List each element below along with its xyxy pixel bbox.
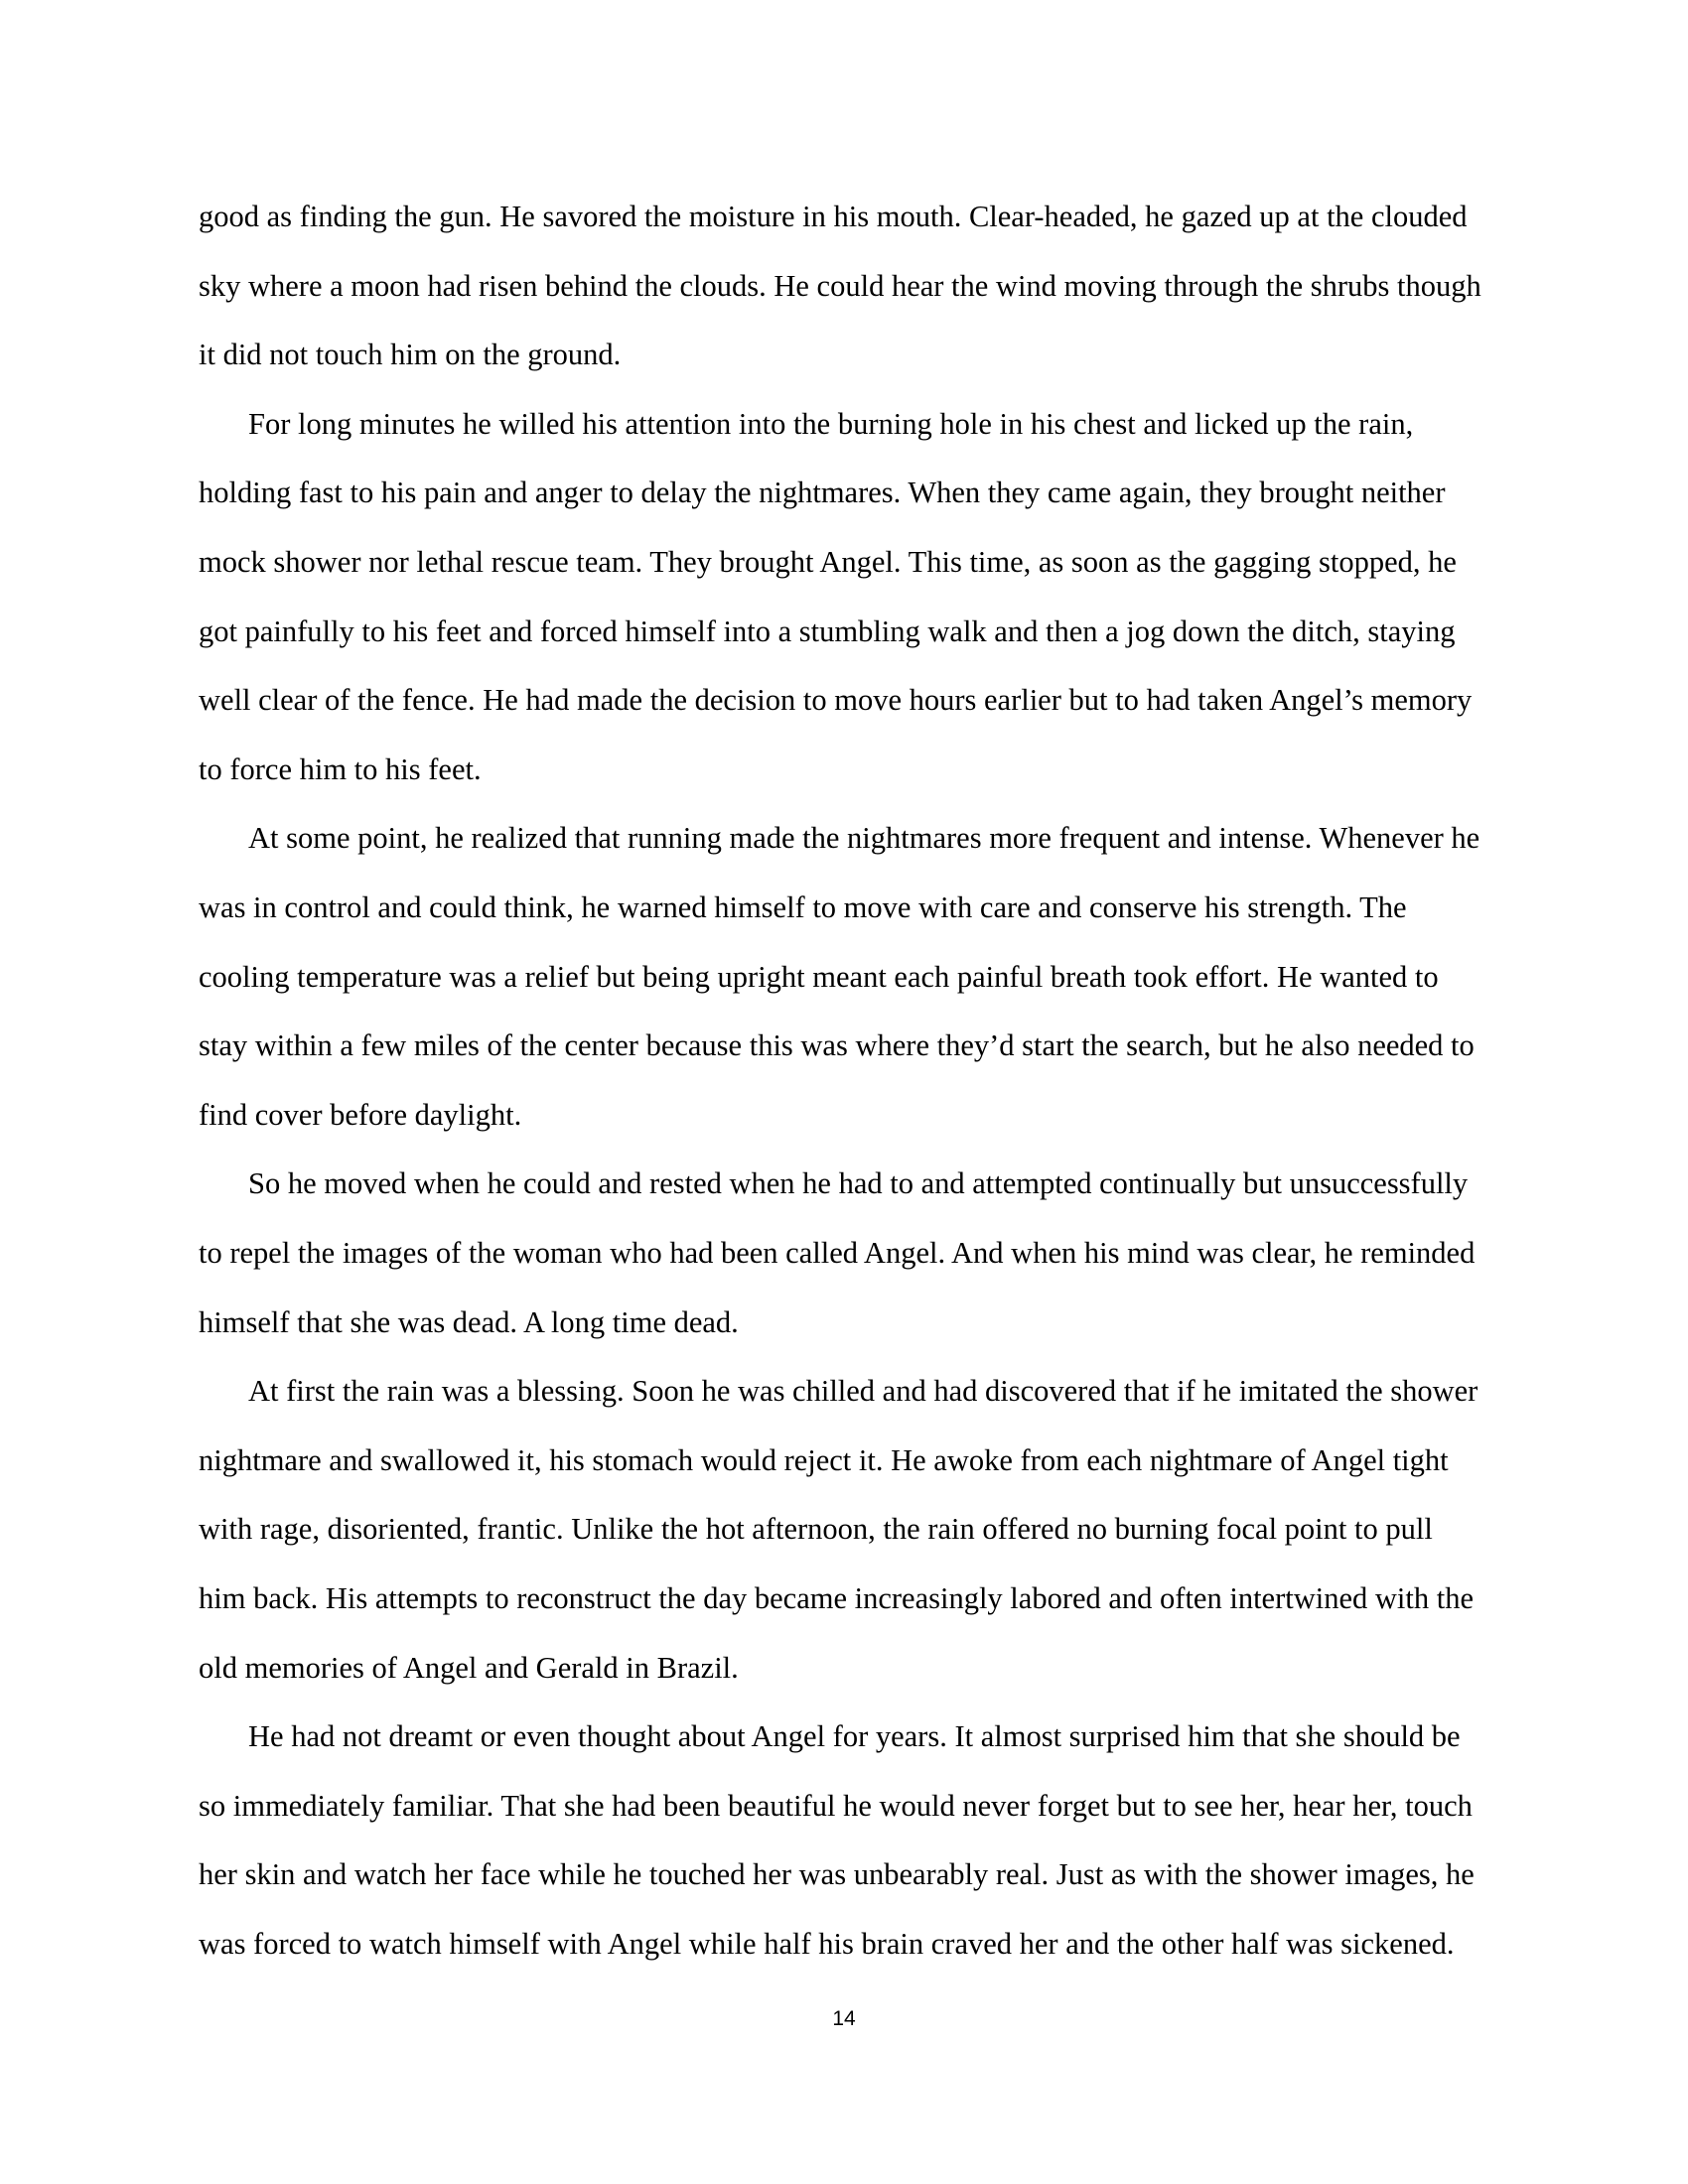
paragraph-first-line: So he moved when he could and rested when he had to and attempted continually but unsuccessfully <box>248 1166 1469 1201</box>
text-line: old memories of Angel and Gerald in Brazil. <box>199 1650 739 1685</box>
text-line: was in control and could think, he warned himself to move with care and conserve his strength. The <box>199 890 1407 924</box>
text-line: so immediately familiar. That she had been beautiful he would never forget but to see her, hear her, touch <box>199 1788 1473 1823</box>
text-line: was forced to watch himself with Angel while half his brain craved her and the other half was sickened. <box>199 1927 1455 1961</box>
text-line: good as finding the gun. He savored the moisture in his mouth. Clear-headed, he gazed up at the clouded <box>199 200 1468 233</box>
text-line: her skin and watch her face while he touched her was unbearably real. Just as with the shower images, he <box>199 1857 1475 1892</box>
text-line: holding fast to his pain and anger to delay the nightmares. When they came again, they brought neither <box>199 476 1446 510</box>
text-line: with rage, disoriented, frantic. Unlike the hot afternoon, the rain offered no burning focal point to pull <box>199 1512 1433 1547</box>
paragraph-first-line: For long minutes he willed his attention into the burning hole in his chest and licked up the rain, <box>248 406 1414 441</box>
paragraph-first-line: He had not dreamt or even thought about Angel for years. It almost surprised him that she should be <box>248 1719 1461 1754</box>
text-line: sky where a moon had risen behind the clouds. He could hear the wind moving through the shrubs though <box>199 268 1481 303</box>
text-line: mock shower nor lethal rescue team. They brought Angel. This time, as soon as the gagging stopped, he <box>199 545 1457 579</box>
text-line: him back. His attempts to reconstruct the day became increasingly labored and often intertwined with the <box>199 1581 1474 1615</box>
text-line: to repel the images of the woman who had been called Angel. And when his mind was clear, he reminded <box>199 1236 1476 1270</box>
page-number: 14 <box>832 2007 856 2030</box>
text-line: it did not touch him on the ground. <box>199 338 622 372</box>
text-line: find cover before daylight. <box>199 1097 522 1132</box>
text-line: cooling temperature was a relief but being upright meant each painful breath took effort. He wanted to <box>199 959 1439 994</box>
text-line: to force him to his feet. <box>199 751 482 786</box>
paragraph-first-line: At some point, he realized that running made the nightmares more frequent and intense. Whenever he <box>248 821 1480 856</box>
text-line: got painfully to his feet and forced himself into a stumbling walk and then a jog down the ditch, staying <box>199 614 1456 648</box>
text-line: himself that she was dead. A long time dead. <box>199 1304 739 1339</box>
paragraph-first-line: At first the rain was a blessing. Soon he was chilled and had discovered that if he imitated the shower <box>248 1374 1478 1409</box>
text-line: stay within a few miles of the center because this was where they’d start the search, but he also needed to <box>199 1028 1475 1063</box>
text-line: well clear of the fence. He had made the decision to move hours earlier but to had taken Angel’s memory <box>199 683 1473 718</box>
text-line: nightmare and swallowed it, his stomach would reject it. He awoke from each nightmare of Angel tight <box>199 1442 1449 1477</box>
